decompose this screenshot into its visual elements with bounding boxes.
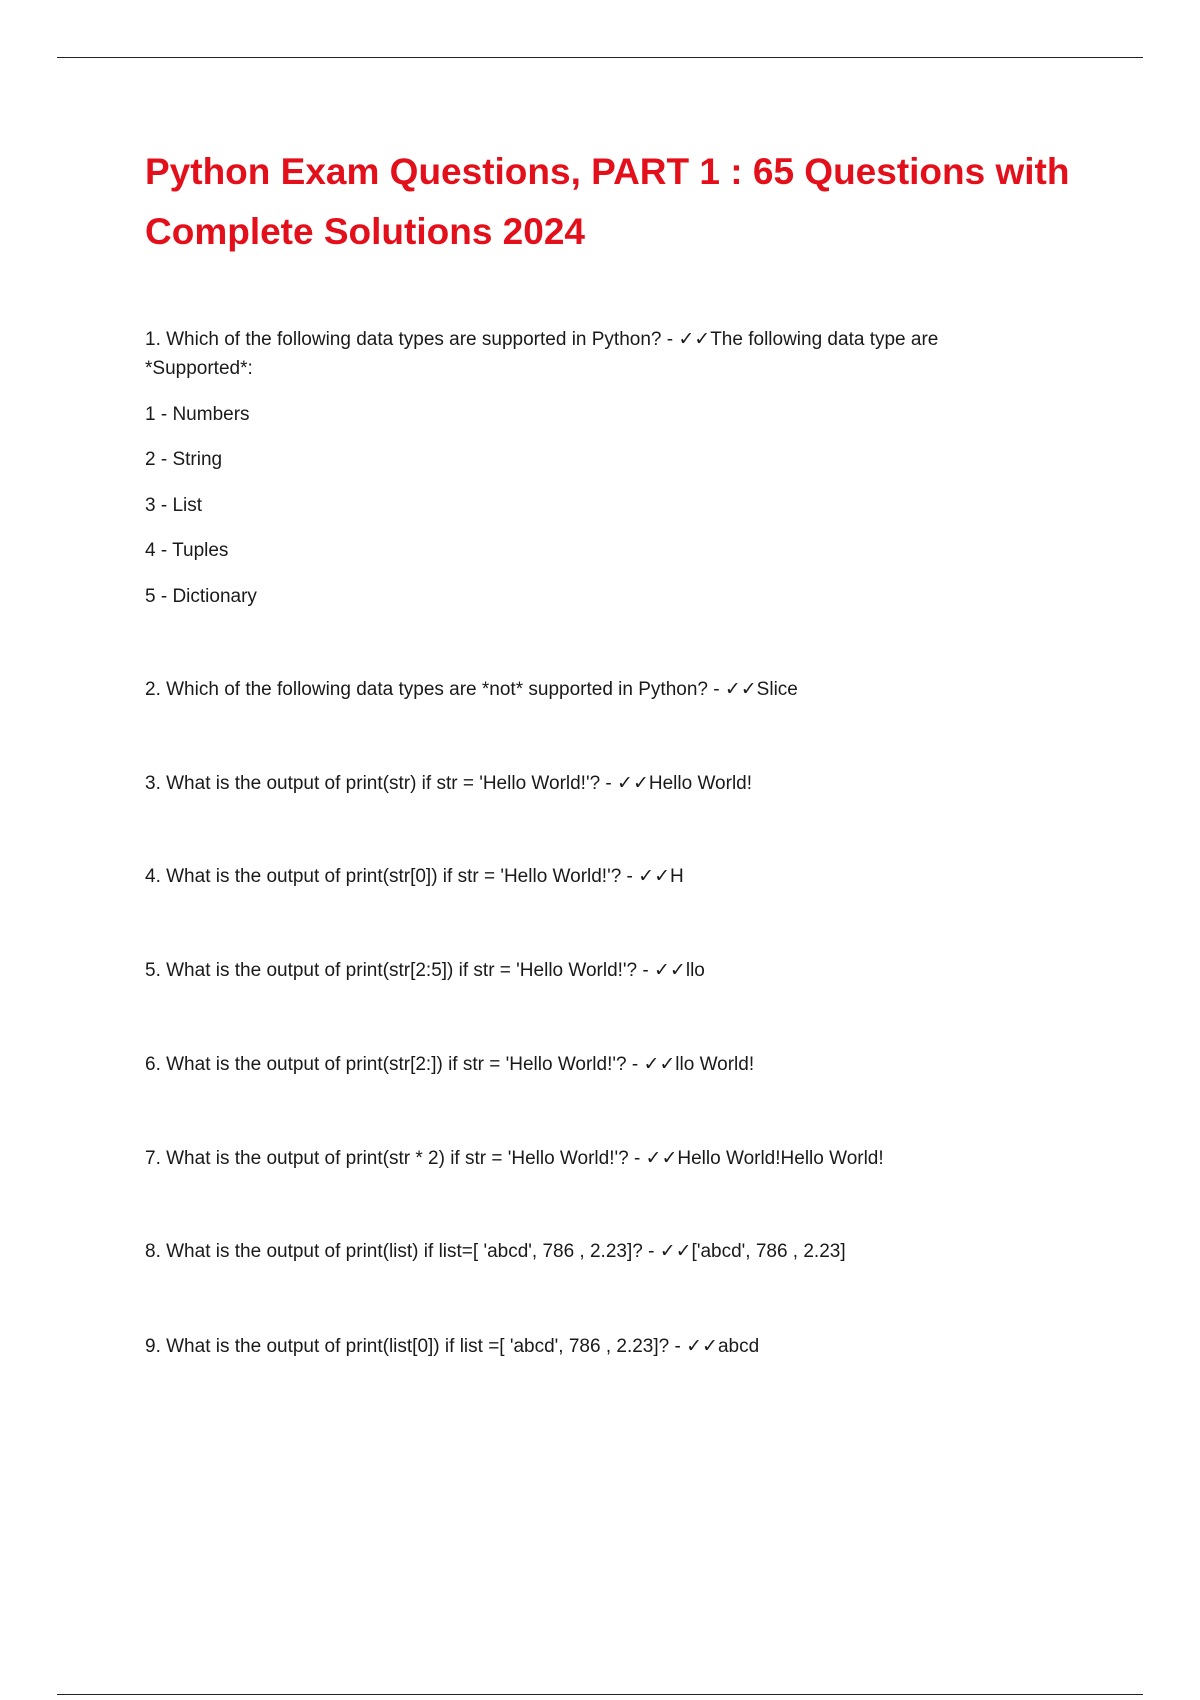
question-4: 4. What is the output of print(str[0]) if str = 'Hello World!'? - ✓✓H xyxy=(145,866,684,887)
question-9: 9. What is the output of print(list[0]) if list =[ 'abcd', 786 , 2.23]? - ✓✓abcd xyxy=(145,1336,760,1357)
list-item: 5 - Dictionary xyxy=(145,586,257,607)
bottom-rule xyxy=(57,1694,1143,1695)
question-2: 2. Which of the following data types are *not* supported in Python? - ✓✓Slice xyxy=(145,679,798,700)
list-item: 2 - String xyxy=(145,449,223,470)
question-3: 3. What is the output of print(str) if str = 'Hello World!'? - ✓✓Hello World! xyxy=(145,773,753,794)
list-item: 1 - Numbers xyxy=(145,404,250,425)
question-8: 8. What is the output of print(list) if list=[ 'abcd', 786 , 2.23]? - ✓✓['abcd', 786 , 2.23] xyxy=(145,1241,846,1262)
top-rule xyxy=(57,57,1143,58)
page-title: Python Exam Questions, PART 1 : 65 Questions with Complete Solutions 2024 xyxy=(145,151,1070,252)
question-6: 6. What is the output of print(str[2:]) if str = 'Hello World!'? - ✓✓llo World! xyxy=(145,1054,755,1075)
question-7: 7. What is the output of print(str * 2) if str = 'Hello World!'? - ✓✓Hello World!Hello World! xyxy=(145,1148,884,1169)
question-5: 5. What is the output of print(str[2:5]) if str = 'Hello World!'? - ✓✓llo xyxy=(145,960,705,981)
question-1: 1. Which of the following data types are supported in Python? - ✓✓The following data type are *Supported*: xyxy=(145,329,939,379)
list-item: 3 - List xyxy=(145,495,203,516)
list-item: 4 - Tuples xyxy=(145,540,229,561)
